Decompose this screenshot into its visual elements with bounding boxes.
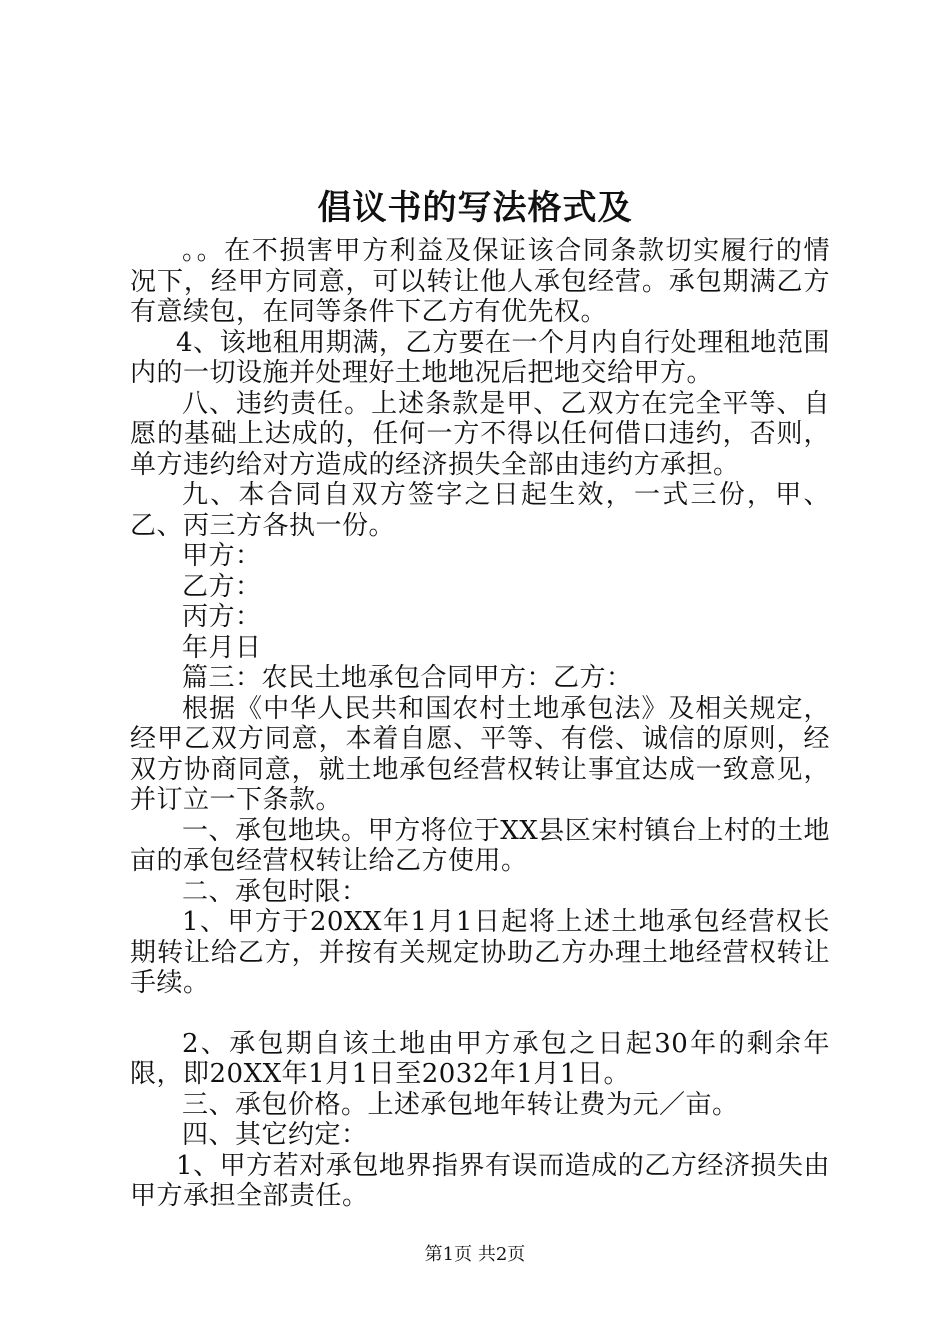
paragraph: 二、承包时限： (182, 876, 368, 907)
paragraph: 八、违约责任。上述条款是甲、乙双方在完全平等、自愿的基础上达成的，任何一方不得以任何借口违约，否则，单方违约给对方造成的经济损失全部由违约方承担。 (130, 388, 830, 480)
signature-party-a: 甲方： (182, 541, 262, 571)
signature-date: 年月日 (182, 632, 262, 663)
paragraph: 根据《中华人民共和国农村土地承包法》及相关规定，经甲乙双方同意，本着自愿、平等、有偿、诚信的原则，经双方协商同意，就土地承包经营权转让事宜达成一致意见，并订立一下条款。 (130, 693, 830, 815)
section-heading: 篇三：农民土地承包合同甲方：乙方： (182, 663, 633, 693)
paragraph: 1、甲方若对承包地界指界有误而造成的乙方经济损失由甲方承担全部责任。 (130, 1150, 830, 1211)
paragraph: 九、本合同自双方签字之日起生效，一式三份，甲、乙、丙三方各执一份。 (130, 480, 830, 541)
paragraph: 四、其它约定： (182, 1120, 368, 1150)
paragraph: 2、承包期自该土地由甲方承包之日起30年的剩余年限，即20XX年1月1日至2032年1月1日。 (130, 1028, 830, 1089)
paragraph: 4、该地租用期满，乙方要在一个月内自行处理租地范围内的一切设施并处理好土地地况后把地交给甲方。 (130, 327, 830, 388)
signature-party-b: 乙方： (182, 571, 262, 602)
document-title: 倡议书的写法格式及 (317, 188, 633, 228)
paragraph: 一、承包地块。甲方将位于XX县区宋村镇台上村的土地亩的承包经营权转让给乙方使用。 (130, 815, 830, 876)
document-body (130, 236, 830, 1212)
paragraph: 。。在不损害甲方利益及保证该合同条款切实履行的情况下，经甲方同意，可以转让他人承包经营。承包期满乙方有意续包，在同等条件下乙方有优先权。 (130, 236, 830, 327)
page-number-footer: 第1页 共2页 (424, 1244, 526, 1265)
blank-line (130, 999, 830, 1029)
paragraph: 三、承包价格。上述承包地年转让费为元／亩。 (182, 1089, 739, 1120)
paragraph: 1、甲方于20XX年1月1日起将上述土地承包经营权长期转让给乙方，并按有关规定协助乙方办理土地经营权转让手续。 (130, 907, 830, 998)
signature-party-c: 丙方： (182, 602, 262, 632)
